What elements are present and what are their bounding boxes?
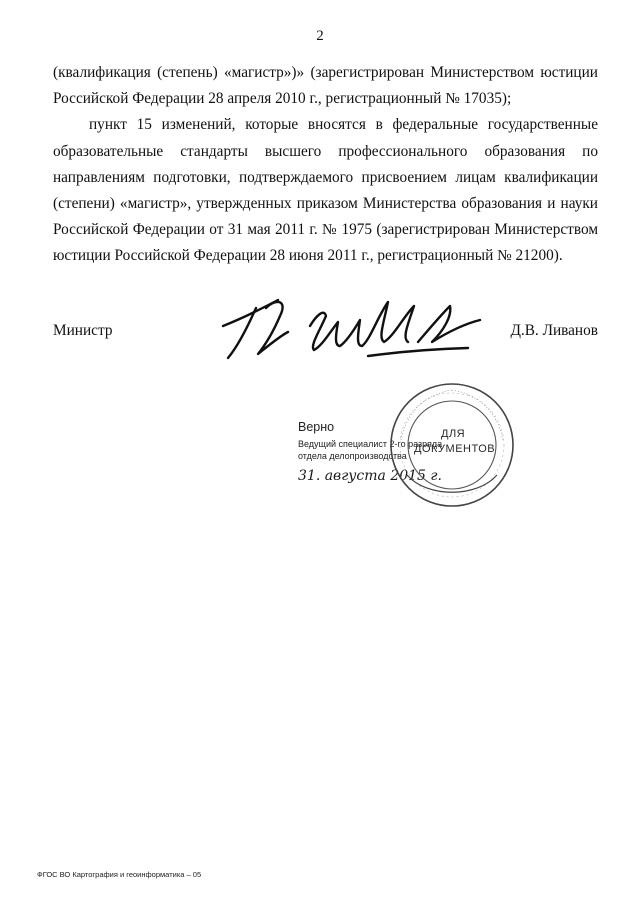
document-body	[53, 60, 598, 270]
certification-position: Ведущий специалист 2-го разряда отдела делопроизводства	[298, 439, 443, 461]
paragraph-2: пункт 15 изменений, которые вносятся в федеральные государственные образовательные стандарты высшего профессионального образования по направлениям подготовки, подтверждаемого присвоением лицам квалификации (степени) «магистр», утвержденных приказом Министерства образования и науки Российской Федерации от 31 мая 2011 г. № 1975 (зарегистрирован Министерством юстиции Российской Федерации 28 июня 2011 г., регистрационный № 21200).	[53, 116, 598, 265]
signatory-title: Министр	[53, 322, 113, 339]
signature-image	[218, 286, 488, 366]
certification-date: 31. августа 2015 г.	[298, 468, 442, 484]
signatory-name: Д.В. Ливанов	[510, 322, 598, 339]
paragraph-1: (квалификация (степень) «магистр»)» (зарегистрирован Министерством юстиции Российской Федерации 28 апреля 2010 г., регистрационный № 17035);	[53, 64, 598, 108]
page-footer: ФГОС ВО Картография и геоинформатика – 05	[37, 870, 202, 879]
stamp-inner-label-1: ДЛЯ	[441, 428, 466, 440]
page-number: 2	[316, 28, 324, 44]
stamp-inner-label-2: ДОКУМЕНТОВ	[414, 443, 496, 455]
certification-title: Верно	[298, 420, 335, 434]
